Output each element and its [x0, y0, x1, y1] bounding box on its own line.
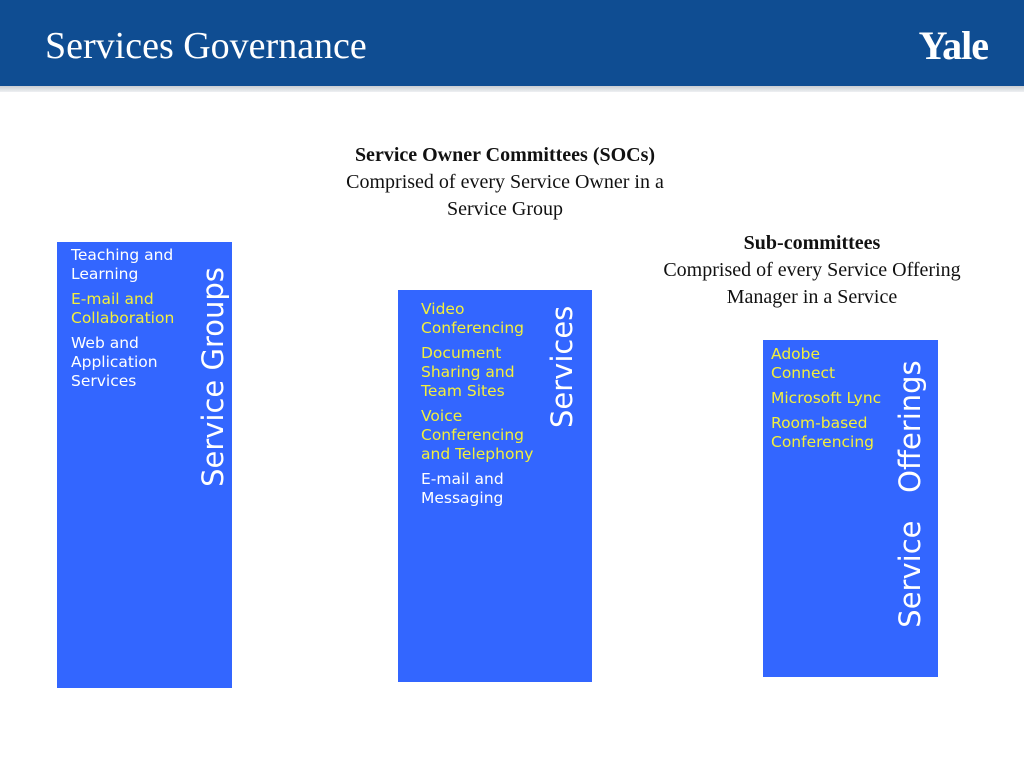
header-bar — [0, 0, 1024, 86]
list-item: Video Conferencing — [421, 300, 525, 337]
yale-logo: Yale — [918, 23, 988, 68]
services-panel — [398, 290, 592, 682]
subcommittees-description-line2: Manager in a Service — [726, 286, 898, 308]
list-item: E-mail and Collaboration — [71, 290, 175, 327]
list-item: Adobe Connect — [771, 345, 836, 382]
service-groups-label: Service Groups — [196, 267, 230, 487]
list-item: Document Sharing and Team Sites — [421, 344, 515, 400]
soc-title: Service Owner Committees (SOCs) — [354, 144, 656, 166]
subcommittees-description-line1: Comprised of every Service Offering — [663, 259, 961, 281]
list-item: Voice Conferencing and Telephony — [421, 407, 534, 463]
service-offerings-panel — [763, 340, 938, 677]
soc-description-line2: Service Group — [446, 198, 564, 220]
list-item: E-mail and Messaging — [421, 470, 504, 507]
service-groups-panel — [57, 242, 232, 688]
service-offerings-label: Service Offerings — [893, 360, 927, 628]
services-label: Services — [545, 305, 579, 428]
soc-caption — [280, 142, 730, 223]
services-list — [421, 300, 546, 514]
service-groups-list — [71, 246, 191, 397]
list-item: Room-based Conferencing — [771, 414, 875, 451]
subcommittees-title: Sub-committees — [743, 232, 881, 254]
soc-description-line1: Comprised of every Service Owner in a — [346, 171, 664, 193]
service-offerings-list — [771, 345, 889, 458]
list-item: Microsoft Lync — [771, 389, 882, 407]
header-divider — [0, 86, 1024, 92]
list-item: Web and Application Services — [71, 334, 158, 390]
list-item: Teaching and Learning — [71, 246, 174, 283]
subcommittees-caption — [612, 230, 1012, 311]
page-title: Services Governance — [45, 25, 367, 67]
